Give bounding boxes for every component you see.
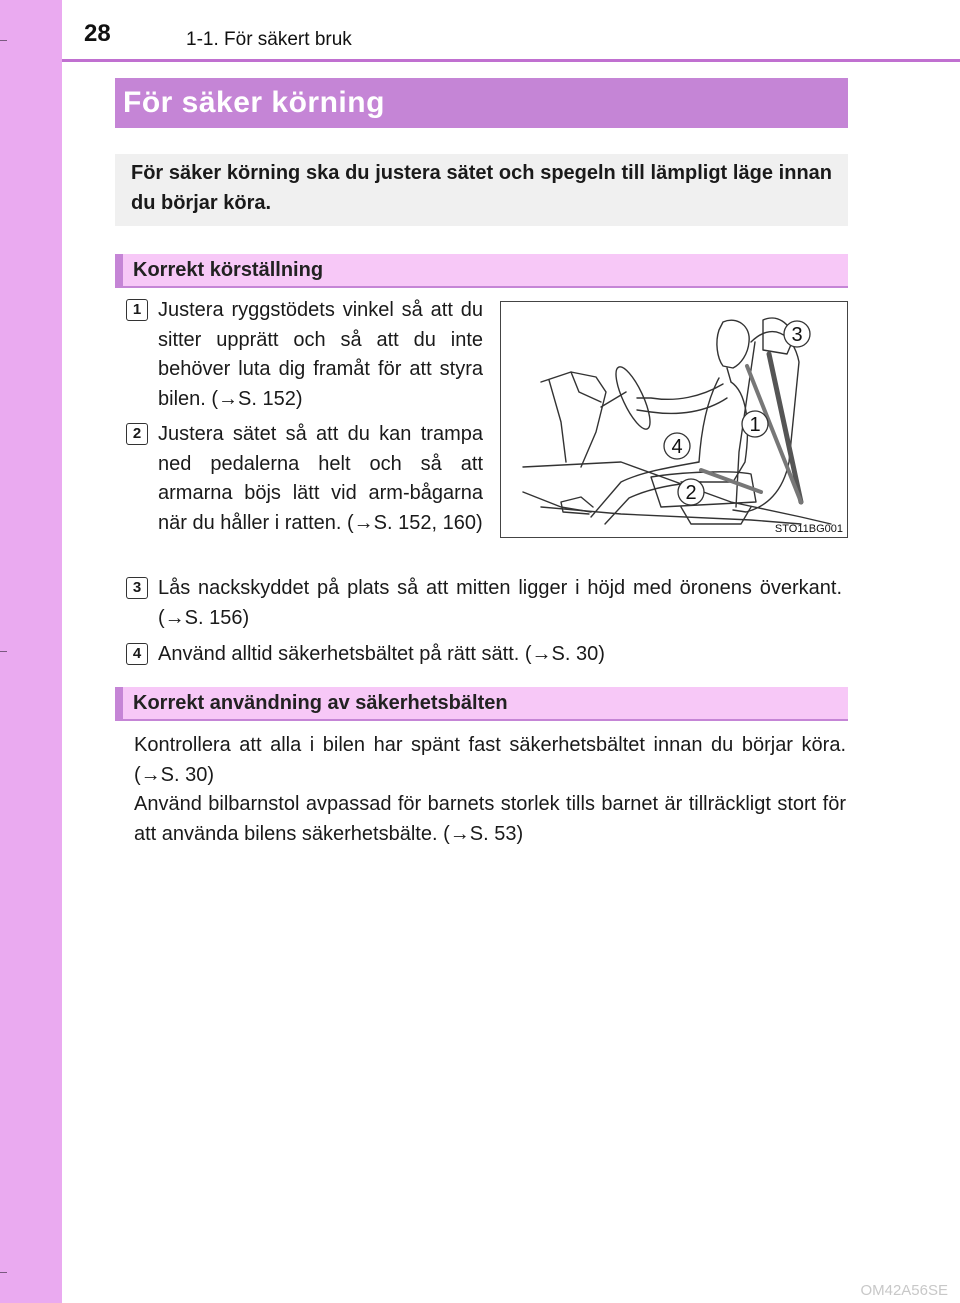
body-paragraph: Kontrollera att alla i bilen har spänt fast säkerhetsbältet innan du börjar köra. (→S. 30): [134, 734, 846, 786]
driver-seat-drawing: [501, 302, 847, 537]
item-text: Justera ryggstödets vinkel så att du sitter upprätt och så att du inte behöver luta dig framåt för att styra bilen. (→S. 152): [158, 299, 483, 410]
section-heading-seating: [115, 254, 848, 288]
figure-code: STO11BG001: [774, 523, 843, 535]
item-text: Lås nackskyddet på plats så att mitten ligger i höjd med öronens överkant. (→S. 156): [158, 577, 842, 629]
intro-box: [115, 154, 848, 226]
crop-mark: [0, 651, 7, 652]
section-heading-label: Korrekt körställning: [133, 258, 324, 281]
driving-posture-illustration: [500, 301, 848, 538]
section-heading-label: Korrekt användning av säkerhetsbälten: [133, 691, 508, 714]
footer-code: OM42A56SE: [860, 1282, 948, 1299]
intro-text: För säker körning ska du justera sätet och spegeln till lämpligt läge innan du börjar köra.: [131, 162, 832, 214]
callout-label: 3: [791, 324, 803, 346]
page-number: 28: [84, 20, 111, 47]
callout-label: 4: [671, 436, 683, 458]
running-head: 1-1. För säkert bruk: [186, 29, 352, 50]
header-rule: [62, 59, 960, 62]
crop-mark: [0, 40, 7, 41]
body-paragraph: Använd bilbarnstol avpassad för barnets storlek tills barnet är tillräckligt stort för att använda bilens säkerhetsbälte. (→S. 53): [134, 793, 846, 845]
item-number: 1: [126, 299, 148, 321]
section-heading-seatbelts: [115, 687, 848, 721]
page-title: För säker körning: [123, 86, 385, 119]
side-margin-strip: [0, 0, 62, 1303]
item-text: Justera sätet så att du kan trampa ned pedalerna helt och så att armarna böjs lätt vid arm-bågarna när du håller i ratten. (→S. 152, 160): [158, 423, 483, 534]
item-number: 2: [126, 423, 148, 445]
crop-mark: [0, 1272, 7, 1273]
item-number: 4: [126, 643, 148, 665]
callout-label: 2: [685, 482, 697, 504]
section-title-bar: [115, 78, 848, 128]
item-text: Använd alltid säkerhetsbältet på rätt sätt. (→S. 30): [158, 643, 605, 665]
callout-label: 1: [749, 414, 761, 436]
item-number: 3: [126, 577, 148, 599]
